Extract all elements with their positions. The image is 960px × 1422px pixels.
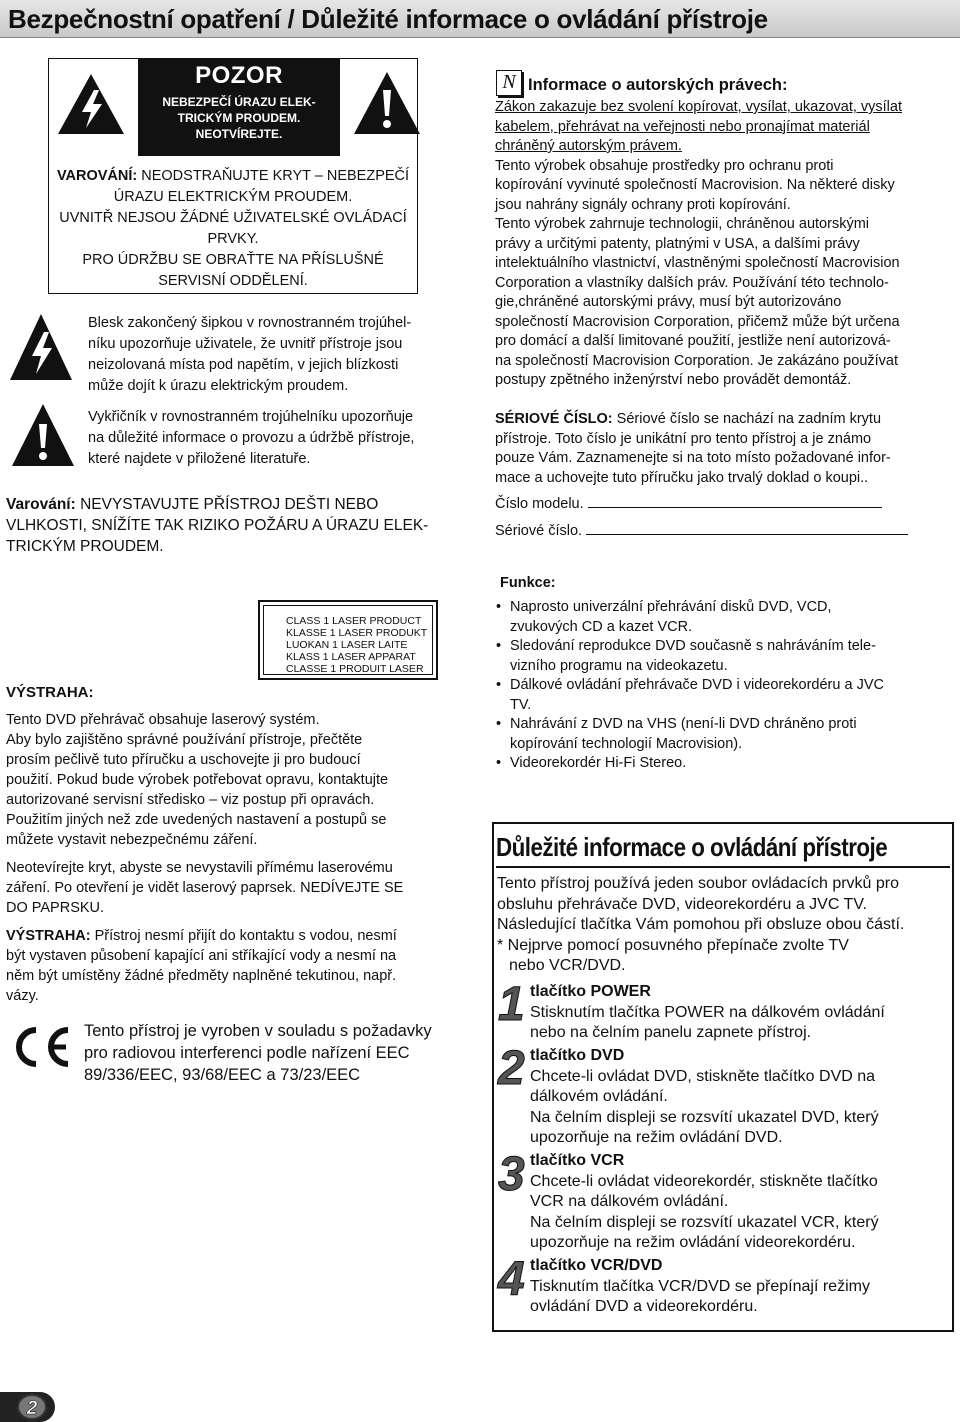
copyright-line: Corporation a vlastníky dalších práv. Používání této technolo- — [495, 274, 889, 291]
serial-number-field[interactable] — [586, 521, 908, 535]
warning-line: PRO ÚDRŽBU SE OBRAŤTE NA PŘÍSLUŠNÉ — [82, 252, 384, 268]
feature-line: TV. — [510, 696, 532, 713]
copyright-line: právy a určitými patenty, platnými v USA, a dalšími právy — [495, 235, 860, 252]
page-title: Bezpečnostní opatření / Důležité informace o ovládání přístroje — [8, 4, 768, 34]
vystraha-line: vázy. — [6, 988, 39, 1004]
vystraha-line: něm být umístěny žádné předměty naplněné tekutinou, např. — [6, 968, 397, 984]
lightning-triangle-icon — [8, 312, 74, 382]
copyright-line: kabelem, přehrávat na veřejnosti nebo pronajímat materiál — [495, 118, 870, 135]
pozor-subtitle-line: TRICKÝM PROUDEM. — [177, 111, 301, 125]
page-number-badge — [0, 1384, 58, 1422]
vystraha-line: záření. Po otevření je vidět laserový paprsek. NEDÍVEJTE SE — [6, 880, 404, 896]
vystraha-line: Použitím jiných než zde uvedených nastavení a postupů se — [6, 812, 387, 828]
step-number-text: 4 — [498, 1253, 525, 1299]
warning-line: ÚRAZU ELEKTRICKÝM PROUDEM. — [113, 189, 353, 205]
copyright-line: jsou nahrány signály ochrany proti kopírování. — [495, 196, 791, 213]
copyright-line: Tento výrobek zahrnuje technologii, chráněnou autorskými — [495, 216, 869, 232]
feature-line: Dálkové ovládání přehrávače DVD i videorekordéru a JVC — [510, 677, 884, 693]
warning-line: UVNITŘ NEJSOU ŽÁDNÉ UŽIVATELSKÉ OVLÁDACÍ — [59, 210, 407, 226]
step-line: nebo na čelním panelu zapnete přístroj. — [530, 1024, 812, 1041]
serial-line: Sériové číslo se nachází na zadním krytu — [612, 411, 882, 427]
note-icon: N — [496, 70, 522, 96]
feature-line: zvukových CD a kazet VCR. — [510, 618, 693, 635]
lightning-warning-icon — [56, 72, 126, 136]
important-info-title: Důležité informace o ovládání přístroje — [496, 832, 888, 862]
step-line: Na čelním displeji se rozsvítí ukazatel VCR, který — [530, 1213, 879, 1231]
intro-line: nebo VCR/DVD. — [509, 957, 626, 974]
laser-label-line: CLASS 1 LASER PRODUCT — [286, 615, 422, 627]
step-power — [530, 982, 948, 1044]
step-line: dálkovém ovládání. — [530, 1088, 668, 1105]
step-line: ovládání DVD a videorekordéru. — [530, 1298, 758, 1315]
vystraha-line: autorizované servisní středisko – viz postup při opravách. — [6, 792, 375, 808]
rain-warning-line: NEVYSTAVUJTE PŘÍSTROJ DEŠTI NEBO — [75, 496, 379, 513]
vystraha-line: být vystaven působení kapající ani stříkající vody a nesmí na — [6, 948, 397, 964]
ce-line: Tento přístroj je vyroben v souladu s požadavky — [84, 1022, 432, 1040]
exclamation-note — [88, 407, 468, 470]
warning-label: VAROVÁNÍ: — [56, 168, 138, 184]
feature-line: kopírování technologií Macrovision). — [510, 735, 743, 752]
vystraha-line: Přístroj nesmí přijít do kontaktu s vodou, nesmí — [90, 928, 397, 944]
model-number-field[interactable] — [588, 494, 882, 508]
feature-line: Sledování reprodukce DVD současně s nahráváním tele- — [510, 638, 876, 654]
feature-item — [496, 754, 926, 774]
exclamation-note-line: které najdete v přiložené literatuře. — [88, 451, 311, 467]
vystraha-line: prosím pečlivě tuto příručku a uschovejte ji pro budoucí — [6, 752, 361, 768]
serial-number-label: Sériové číslo. — [495, 522, 583, 539]
exclamation-note-line: na důležité informace o provozu a údržbě přístroje, — [88, 430, 415, 446]
intro-line: obsluhu přehrávače DVD, videorekordéru a JVC TV. — [497, 895, 867, 913]
warning-line: PRVKY. — [207, 231, 259, 247]
lightning-note-line: neizolovaná místa pod napětím, v jejich blízkosti — [88, 357, 399, 373]
feature-line: Videorekordér Hi-Fi Stereo. — [510, 755, 687, 771]
step-number-4 — [496, 1253, 530, 1299]
rain-warning-label: Varování: — [6, 496, 76, 513]
vystraha-inline-label: VÝSTRAHA: — [6, 928, 91, 944]
copyright-line: Zákon zakazuje bez svolení kopírovat, vysílat, ukazovat, vysílat — [495, 99, 902, 115]
feature-item — [496, 676, 926, 715]
ce-line: pro radiovou interferenci podle nařízení EEC — [84, 1044, 410, 1062]
step-number-1 — [496, 978, 530, 1024]
laser-label-line: KLASSE 1 LASER PRODUKT — [286, 627, 428, 639]
model-number-label: Číslo modelu. — [495, 496, 584, 512]
features-list — [496, 598, 926, 774]
step-line: Na čelním displeji se rozsvítí ukazatel DVD, který — [530, 1108, 879, 1126]
serial-number-section — [495, 410, 957, 541]
serial-line: přístroje. Toto číslo je unikátní pro tento přístroj a je známo — [495, 430, 872, 447]
feature-item — [496, 637, 926, 676]
copyright-line: intelektuálního vlastnictví, vlastněnými společností Macrovision — [495, 255, 900, 271]
step-vcr-dvd — [530, 1256, 948, 1318]
laser-label-line: KLASS 1 LASER APPARAT — [286, 651, 416, 663]
features-heading: Funkce: — [500, 575, 556, 591]
exclamation-warning-icon — [352, 70, 422, 136]
step-number-text: 3 — [498, 1148, 525, 1194]
serial-label: SÉRIOVÉ ČÍSLO: — [495, 411, 613, 427]
step-line: Chcete-li ovládat DVD, stiskněte tlačítko DVD na — [530, 1067, 876, 1085]
laser-class-label — [258, 600, 438, 680]
copyright-line: postupy zpětného inženýrství nebo provádět demontáž. — [495, 372, 852, 388]
feature-line: Naprosto univerzální přehrávání disků DVD, VCD, — [510, 599, 832, 615]
step-line: VCR na dálkovém ovládání. — [530, 1193, 729, 1210]
ce-compliance-text — [84, 1020, 470, 1086]
ce-line: 89/336/EEC, 93/68/EEC a 73/23/EEC — [84, 1066, 361, 1084]
intro-line: Tento přístroj používá jeden soubor ovládacích prvků pro — [497, 875, 900, 892]
copyright-line: na společností Macrovision Corporation. Je zakázáno používat — [495, 352, 898, 369]
pozor-subtitle-line: NEOTVÍREJTE. — [195, 127, 283, 141]
lightning-note-line: Blesk zakončený šipkou v rovnostranném trojúhel- — [88, 315, 412, 331]
serial-line: pouze Vám. Zaznamenejte si na toto místo požadované infor- — [495, 450, 891, 466]
step-number-text: 2 — [498, 1042, 525, 1088]
copyright-heading: Informace o autorských právech: — [528, 76, 788, 94]
exclamation-note-line: Vykřičník v rovnostranném trojúhelníku upozorňuje — [88, 409, 414, 425]
feature-item — [496, 598, 926, 637]
vystraha-line: Aby bylo zajištěno správné používání přístroje, přečtěte — [6, 732, 363, 748]
step-line: upozorňuje na režim ovládání videorekordéru. — [530, 1234, 856, 1251]
vystraha-body — [6, 710, 454, 1014]
step-line: upozorňuje na režim ovládání DVD. — [530, 1129, 783, 1146]
pozor-title: POZOR — [195, 62, 283, 89]
copyright-line: pro domácí a další limitované použití, jestliže není autorizová- — [495, 333, 891, 349]
step-dvd — [530, 1046, 948, 1149]
warning-line: SERVISNÍ ODDĚLENÍ. — [158, 273, 308, 289]
step-title: tlačítko VCR/DVD — [530, 1257, 663, 1274]
warning-line: NEODSTRAŇUJTE KRYT – NEBEZPEČÍ — [137, 168, 410, 184]
pozor-label — [138, 58, 340, 156]
copyright-body — [495, 98, 957, 391]
rain-warning — [6, 494, 450, 557]
step-title: tlačítko VCR — [530, 1152, 625, 1169]
vystraha-line: můžete vystavit nebezpečnému záření. — [6, 832, 258, 848]
rain-warning-line: TRICKÝM PROUDEM. — [6, 538, 164, 555]
pozor-subtitle-line: NEBEZPEČÍ ÚRAZU ELEK- — [162, 95, 316, 109]
intro-line: * Nejprve pomocí posuvného přepínače zvolte TV — [497, 936, 849, 954]
page-header — [0, 0, 960, 38]
step-line: Chcete-li ovládat videorekordér, stiskněte tlačítko — [530, 1172, 878, 1190]
step-title: tlačítko DVD — [530, 1047, 625, 1064]
step-number-3 — [496, 1148, 530, 1194]
serial-line: mace a uchovejte tuto příručku jako trvalý doklad o koupi.. — [495, 469, 869, 486]
vystraha-heading: VÝSTRAHA: — [6, 684, 94, 701]
step-line: Tisknutím tlačítka VCR/DVD se přepínají režimy — [530, 1277, 870, 1295]
vystraha-line: Neotevírejte kryt, abyste se nevystavili přímému laserovému — [6, 860, 393, 876]
rain-warning-line: VLHKOSTI, SNÍŽÍTE TAK RIZIKO POŽÁRU A ÚRAZU ELEK- — [6, 517, 429, 534]
copyright-line: chráněný autorským právem. — [495, 138, 682, 154]
copyright-line: společností Macrovision Corporation, přičemž může být určena — [495, 313, 900, 330]
vystraha-line: použití. Pokud bude výrobek potřebovat opravu, kontaktujte — [6, 772, 389, 788]
title-divider — [496, 866, 950, 868]
step-vcr — [530, 1151, 948, 1254]
feature-item — [496, 715, 926, 754]
page-number: 2 — [26, 1398, 38, 1419]
ce-mark-icon — [10, 1024, 72, 1070]
laser-label-line: LUOKAN 1 LASER LAITE — [286, 639, 408, 651]
step-number-2 — [496, 1042, 530, 1088]
feature-line: vizního programu na videokazetu. — [510, 657, 728, 674]
copyright-line: Tento výrobek obsahuje prostředky pro ochranu proti — [495, 157, 834, 174]
copyright-line: kopírování vyvinuté společností Macrovision. Na některé disky — [495, 177, 895, 193]
step-line: Stisknutím tlačítka POWER na dálkovém ovládání — [530, 1003, 885, 1021]
intro-line: Následující tlačítka Vám pomohou při obsluze obou částí. — [497, 916, 905, 933]
copyright-line: gie,chráněné autorskými právy, musí být autorizováno — [495, 294, 842, 310]
vystraha-line: Tento DVD přehrávač obsahuje laserový systém. — [6, 712, 320, 728]
lightning-note-line: níku upozorňuje uživatele, že uvnitř přístroje jsou — [88, 336, 403, 352]
exclamation-triangle-icon — [10, 402, 76, 468]
pozor-warning-text — [52, 166, 414, 292]
lightning-note-line: může dojít k úrazu elektrickým proudem. — [88, 378, 349, 394]
important-intro — [497, 874, 949, 977]
vystraha-line: DO PAPRSKU. — [6, 900, 105, 916]
lightning-note — [88, 313, 468, 397]
feature-line: Nahrávání z DVD na VHS (není-li DVD chráněno proti — [510, 716, 857, 732]
step-title: tlačítko POWER — [530, 983, 651, 1000]
step-number-text: 1 — [498, 978, 525, 1024]
laser-label-line: CLASSE 1 PRODUIT LASER — [286, 663, 424, 675]
